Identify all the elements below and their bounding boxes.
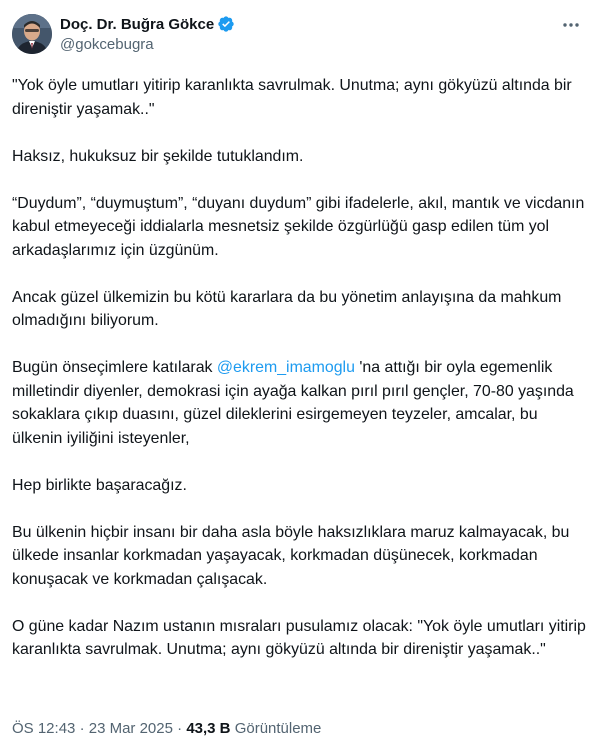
tweet-paragraph: "Yok öyle umutları yitirip karanlıkta savrulmak. Unutma; aynı gökyüzü altında bir direniştir yaşamak.."	[12, 77, 572, 118]
mention-before-text: Bugün önseçimlere katılarak	[12, 359, 217, 376]
tweet-paragraph: Hep birlikte başaracağız.	[12, 476, 187, 494]
tweet-time[interactable]: ÖS 12:43	[12, 720, 76, 737]
tweet-text	[12, 74, 590, 662]
tweet-paragraph: Haksız, hukuksuz bir şekilde tutuklandım.	[12, 147, 304, 165]
tweet-paragraph: O güne kadar Nazım ustanın mısraları pusulamız olacak: "Yok öyle umutları yitirip karanlıkta savrulmak. Unutma; aynı gökyüzü altında bir direniştir yaşamak.."	[12, 617, 586, 658]
tweet-date[interactable]: 23 Mar 2025	[88, 720, 173, 737]
views-count: 43,3 B	[186, 720, 231, 737]
tweet-paragraph-with-mention	[12, 356, 590, 450]
tweet-header	[12, 12, 588, 60]
views-label: Görüntüleme	[234, 720, 322, 737]
author-names	[60, 14, 235, 53]
tweet-paragraph: Bu ülkenin hiçbir insanı bir daha asla böyle haksızlıklara maruz kalmayacak, bu ülkede insanlar korkmadan yaşayacak, korkmadan düşünecek, korkmadan konuşacak ve korkmadan çalışacak.	[12, 523, 570, 588]
avatar-portrait-icon	[12, 14, 52, 54]
mention-link[interactable]: @ekrem_imamoglu	[216, 359, 355, 376]
display-name[interactable]: Doç. Dr. Buğra Gökce	[60, 15, 215, 33]
tweet-paragraph: Ancak güzel ülkemizin bu kötü kararlara da bu yönetim anlayışına da mahkum olmadığını biliyorum.	[12, 288, 562, 329]
tweet-paragraph: “Duydum”, “duymuştum”, “duyanı duydum” gibi ifadelerle, akıl, mantık ve vicdanın kabul etmeyeceği iddialarla mesnetsiz şekilde özgürlüğü gasp edilen tüm yol arkadaşlarımız için üzgünüm.	[12, 194, 585, 259]
meta-separator: ·	[177, 720, 183, 737]
verified-badge-icon[interactable]	[217, 15, 235, 33]
author-handle[interactable]: @gokcebugra	[60, 36, 154, 53]
meta-separator: ·	[79, 720, 85, 737]
more-options-icon[interactable]	[560, 14, 582, 36]
mention-after-text: 'na attığı bir oyla egemenlik milletindir diyenler, demokrasi için ayağa kalkan pırıl pırıl gençler, 70-80 yaşında sokaklara çıkıp duasını, güzel dileklerini esirgemeyen teyzeler, amcalar, bu ülkenin iyiliğini isteyenler,	[12, 359, 574, 447]
tweet-meta	[12, 720, 321, 737]
avatar[interactable]	[12, 14, 52, 54]
display-name-row	[60, 14, 235, 34]
